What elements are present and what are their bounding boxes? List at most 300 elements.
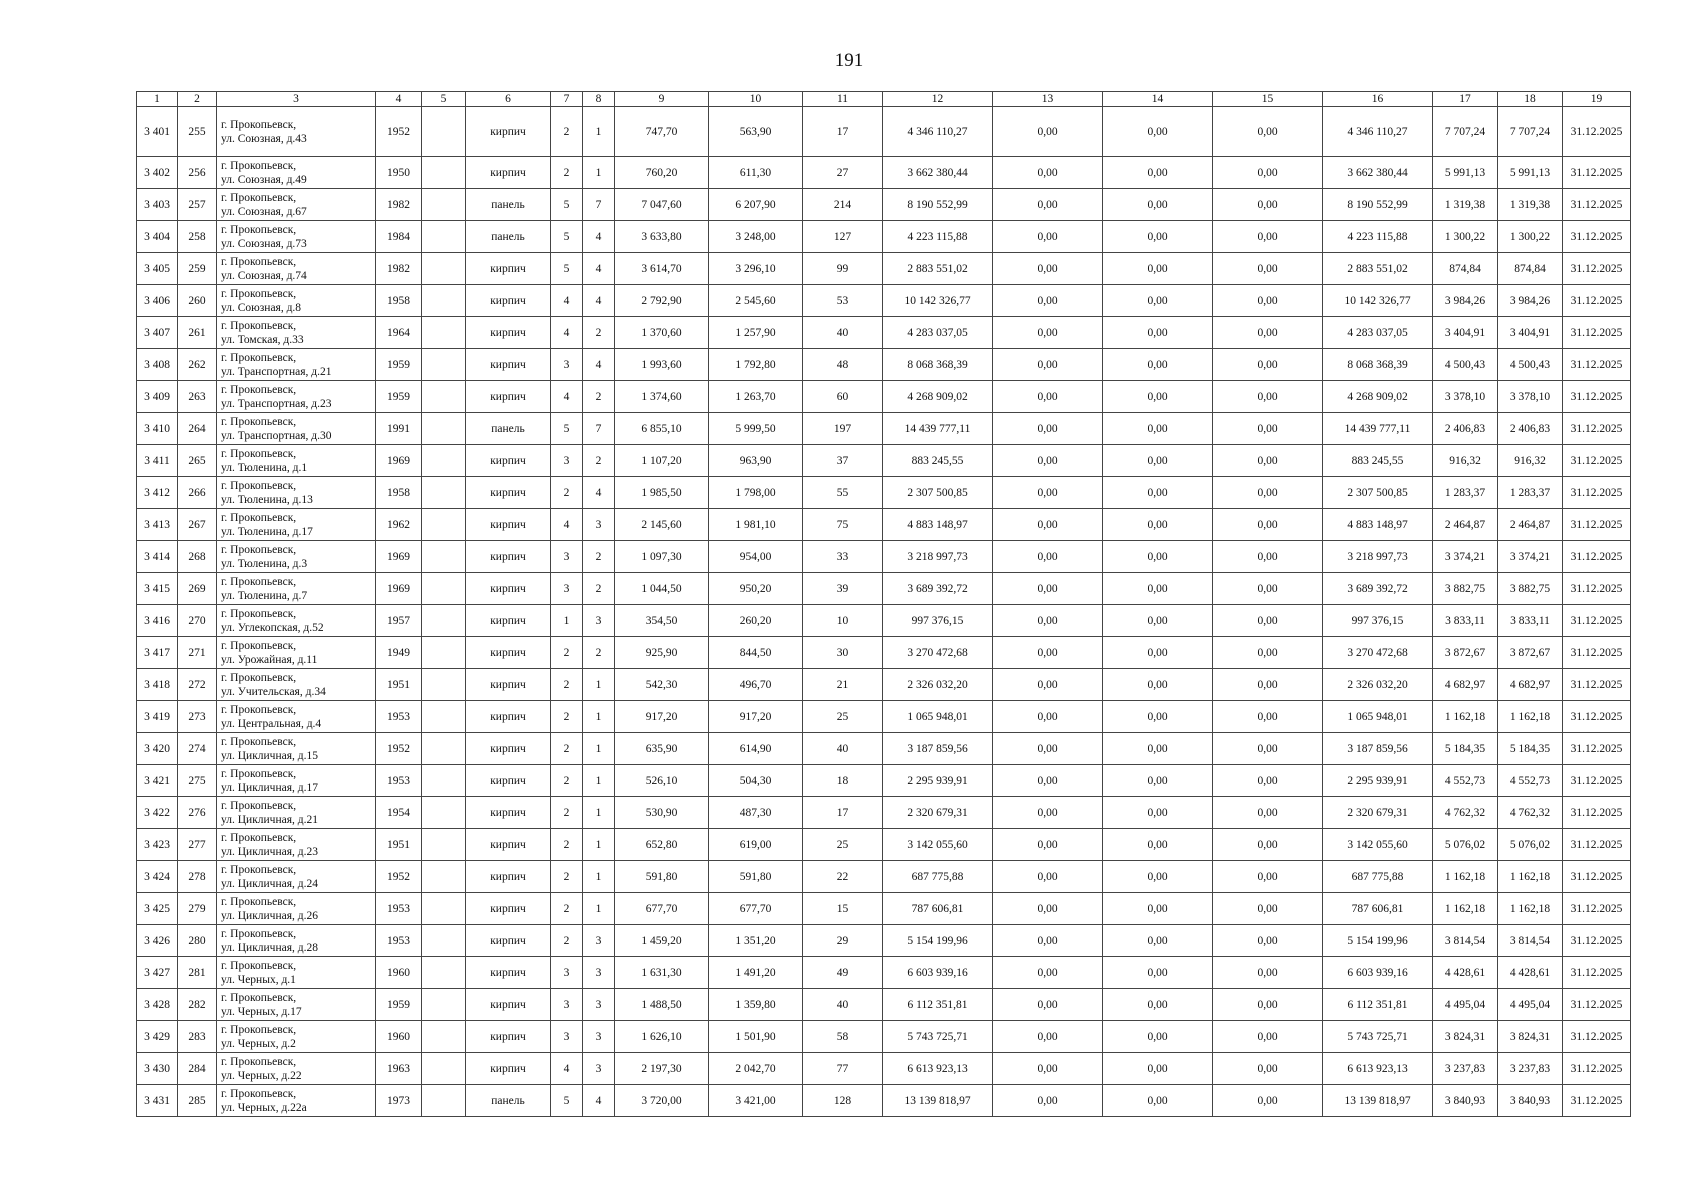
total-cost-cell: 2 295 939,91 bbox=[883, 765, 993, 797]
table-row bbox=[137, 637, 1631, 669]
year-built-cell: 1964 bbox=[376, 317, 422, 349]
residents-cell: 48 bbox=[803, 349, 883, 381]
floors-cell: 5 bbox=[551, 413, 583, 445]
record-number-cell: 3 426 bbox=[137, 925, 178, 957]
cost-col-14-cell: 0,00 bbox=[1103, 1053, 1213, 1085]
record-number-cell: 3 410 bbox=[137, 413, 178, 445]
cost-col-14-cell: 0,00 bbox=[1103, 861, 1213, 893]
column-header-15: 15 bbox=[1213, 92, 1323, 107]
address-street: ул. Транспортная, д.21 bbox=[221, 365, 332, 378]
cost-col-16-cell: 6 112 351,81 bbox=[1323, 989, 1433, 1021]
address-street: ул. Цикличная, д.28 bbox=[221, 941, 318, 954]
item-number-cell: 263 bbox=[178, 381, 217, 413]
address-city: г. Прокопьевск, bbox=[221, 255, 297, 268]
year-built-cell: 1959 bbox=[376, 989, 422, 1021]
record-number-cell: 3 403 bbox=[137, 189, 178, 221]
address-cell bbox=[217, 253, 376, 285]
entrances-cell: 3 bbox=[583, 957, 615, 989]
entrances-cell: 4 bbox=[583, 285, 615, 317]
living-area-cell: 917,20 bbox=[709, 701, 803, 733]
item-number-cell: 279 bbox=[178, 893, 217, 925]
address-cell bbox=[217, 989, 376, 1021]
table-row bbox=[137, 349, 1631, 381]
column-5-cell bbox=[422, 701, 466, 733]
table-row bbox=[137, 189, 1631, 221]
total-cost-cell: 2 307 500,85 bbox=[883, 477, 993, 509]
cost-per-sqm-cell: 916,32 bbox=[1433, 445, 1498, 477]
address-street: ул. Тюленина, д.1 bbox=[221, 461, 308, 474]
cost-col-15-cell: 0,00 bbox=[1213, 285, 1323, 317]
wall-material-cell: кирпич bbox=[466, 829, 551, 861]
column-header-13: 13 bbox=[993, 92, 1103, 107]
entrances-cell: 1 bbox=[583, 157, 615, 189]
address-street: ул. Союзная, д.49 bbox=[221, 173, 307, 186]
table-row bbox=[137, 893, 1631, 925]
entrances-cell: 2 bbox=[583, 637, 615, 669]
cost-per-sqm-cell: 1 300,22 bbox=[1433, 221, 1498, 253]
address-city: г. Прокопьевск, bbox=[221, 895, 297, 908]
cost-col-14-cell: 0,00 bbox=[1103, 573, 1213, 605]
address-city: г. Прокопьевск, bbox=[221, 831, 297, 844]
cost-col-15-cell: 0,00 bbox=[1213, 733, 1323, 765]
record-number-cell: 3 420 bbox=[137, 733, 178, 765]
cost-per-sqm-cell: 4 495,04 bbox=[1433, 989, 1498, 1021]
floors-cell: 2 bbox=[551, 765, 583, 797]
column-header-16: 16 bbox=[1323, 92, 1433, 107]
record-number-cell: 3 427 bbox=[137, 957, 178, 989]
address-city: г. Прокопьевск, bbox=[221, 1055, 297, 1068]
deadline-cell: 31.12.2025 bbox=[1563, 957, 1631, 989]
column-5-cell bbox=[422, 445, 466, 477]
deadline-cell: 31.12.2025 bbox=[1563, 861, 1631, 893]
total-area-cell: 1 626,10 bbox=[615, 1021, 709, 1053]
wall-material-cell: кирпич bbox=[466, 253, 551, 285]
entrances-cell: 1 bbox=[583, 701, 615, 733]
column-header-12: 12 bbox=[883, 92, 993, 107]
entrances-cell: 1 bbox=[583, 733, 615, 765]
entrances-cell: 1 bbox=[583, 893, 615, 925]
address-city: г. Прокопьевск, bbox=[221, 607, 297, 620]
cost-col-15-cell: 0,00 bbox=[1213, 637, 1323, 669]
entrances-cell: 4 bbox=[583, 253, 615, 285]
column-5-cell bbox=[422, 107, 466, 157]
total-area-cell: 3 633,80 bbox=[615, 221, 709, 253]
deadline-cell: 31.12.2025 bbox=[1563, 381, 1631, 413]
living-area-cell: 1 257,90 bbox=[709, 317, 803, 349]
cost-per-sqm-cell: 3 872,67 bbox=[1433, 637, 1498, 669]
deadline-cell: 31.12.2025 bbox=[1563, 189, 1631, 221]
living-area-cell: 2 545,60 bbox=[709, 285, 803, 317]
cost-per-sqm-cell: 5 991,13 bbox=[1433, 157, 1498, 189]
address-city: г. Прокопьевск, bbox=[221, 191, 297, 204]
year-built-cell: 1969 bbox=[376, 541, 422, 573]
address-street: ул. Урожайная, д.11 bbox=[221, 653, 318, 666]
cost-col-16-cell: 8 190 552,99 bbox=[1323, 189, 1433, 221]
year-built-cell: 1952 bbox=[376, 861, 422, 893]
max-cost-per-sqm-cell: 3 237,83 bbox=[1498, 1053, 1563, 1085]
cost-per-sqm-cell: 5 076,02 bbox=[1433, 829, 1498, 861]
column-5-cell bbox=[422, 477, 466, 509]
cost-col-15-cell: 0,00 bbox=[1213, 765, 1323, 797]
cost-col-13-cell: 0,00 bbox=[993, 349, 1103, 381]
year-built-cell: 1953 bbox=[376, 893, 422, 925]
living-area-cell: 963,90 bbox=[709, 445, 803, 477]
table-row bbox=[137, 925, 1631, 957]
total-cost-cell: 2 326 032,20 bbox=[883, 669, 993, 701]
table-row bbox=[137, 605, 1631, 637]
cost-col-14-cell: 0,00 bbox=[1103, 605, 1213, 637]
cost-col-14-cell: 0,00 bbox=[1103, 765, 1213, 797]
living-area-cell: 591,80 bbox=[709, 861, 803, 893]
cost-col-16-cell: 3 689 392,72 bbox=[1323, 573, 1433, 605]
address-street: ул. Союзная, д.67 bbox=[221, 205, 307, 218]
wall-material-cell: кирпич bbox=[466, 157, 551, 189]
item-number-cell: 280 bbox=[178, 925, 217, 957]
table-row bbox=[137, 1021, 1631, 1053]
column-header-10: 10 bbox=[709, 92, 803, 107]
cost-col-14-cell: 0,00 bbox=[1103, 189, 1213, 221]
floors-cell: 4 bbox=[551, 509, 583, 541]
wall-material-cell: кирпич bbox=[466, 1053, 551, 1085]
cost-per-sqm-cell: 4 682,97 bbox=[1433, 669, 1498, 701]
deadline-cell: 31.12.2025 bbox=[1563, 733, 1631, 765]
wall-material-cell: кирпич bbox=[466, 573, 551, 605]
max-cost-per-sqm-cell: 4 495,04 bbox=[1498, 989, 1563, 1021]
cost-col-15-cell: 0,00 bbox=[1213, 861, 1323, 893]
table-row bbox=[137, 861, 1631, 893]
cost-per-sqm-cell: 4 552,73 bbox=[1433, 765, 1498, 797]
cost-per-sqm-cell: 3 984,26 bbox=[1433, 285, 1498, 317]
address-city: г. Прокопьевск, bbox=[221, 511, 297, 524]
item-number-cell: 274 bbox=[178, 733, 217, 765]
cost-col-16-cell: 2 326 032,20 bbox=[1323, 669, 1433, 701]
table-row bbox=[137, 381, 1631, 413]
cost-col-15-cell: 0,00 bbox=[1213, 957, 1323, 989]
record-number-cell: 3 415 bbox=[137, 573, 178, 605]
deadline-cell: 31.12.2025 bbox=[1563, 765, 1631, 797]
total-area-cell: 2 197,30 bbox=[615, 1053, 709, 1085]
cost-col-14-cell: 0,00 bbox=[1103, 637, 1213, 669]
address-cell bbox=[217, 107, 376, 157]
address-street: ул. Цикличная, д.21 bbox=[221, 813, 318, 826]
address-cell bbox=[217, 765, 376, 797]
entrances-cell: 3 bbox=[583, 925, 615, 957]
column-5-cell bbox=[422, 637, 466, 669]
floors-cell: 5 bbox=[551, 221, 583, 253]
table-row bbox=[137, 317, 1631, 349]
living-area-cell: 487,30 bbox=[709, 797, 803, 829]
address-city: г. Прокопьевск, bbox=[221, 863, 297, 876]
total-area-cell: 7 047,60 bbox=[615, 189, 709, 221]
residents-cell: 49 bbox=[803, 957, 883, 989]
cost-col-16-cell: 5 154 199,96 bbox=[1323, 925, 1433, 957]
address-city: г. Прокопьевск, bbox=[221, 319, 297, 332]
year-built-cell: 1960 bbox=[376, 1021, 422, 1053]
floors-cell: 3 bbox=[551, 1021, 583, 1053]
max-cost-per-sqm-cell: 3 378,10 bbox=[1498, 381, 1563, 413]
table-row bbox=[137, 957, 1631, 989]
column-5-cell bbox=[422, 669, 466, 701]
address-cell bbox=[217, 733, 376, 765]
address-street: ул. Углекопская, д.52 bbox=[221, 621, 324, 634]
table-row bbox=[137, 107, 1631, 157]
address-cell bbox=[217, 637, 376, 669]
cost-per-sqm-cell: 5 184,35 bbox=[1433, 733, 1498, 765]
cost-col-14-cell: 0,00 bbox=[1103, 829, 1213, 861]
cost-col-14-cell: 0,00 bbox=[1103, 701, 1213, 733]
year-built-cell: 1953 bbox=[376, 925, 422, 957]
column-header-7: 7 bbox=[551, 92, 583, 107]
total-cost-cell: 4 223 115,88 bbox=[883, 221, 993, 253]
address-street: ул. Транспортная, д.23 bbox=[221, 397, 332, 410]
page-number: 191 bbox=[834, 50, 864, 71]
max-cost-per-sqm-cell: 2 464,87 bbox=[1498, 509, 1563, 541]
cost-col-16-cell: 3 187 859,56 bbox=[1323, 733, 1433, 765]
address-cell bbox=[217, 573, 376, 605]
year-built-cell: 1949 bbox=[376, 637, 422, 669]
residents-cell: 29 bbox=[803, 925, 883, 957]
cost-col-15-cell: 0,00 bbox=[1213, 445, 1323, 477]
residents-cell: 40 bbox=[803, 989, 883, 1021]
column-5-cell bbox=[422, 957, 466, 989]
residents-cell: 17 bbox=[803, 797, 883, 829]
address-cell bbox=[217, 381, 376, 413]
total-cost-cell: 3 689 392,72 bbox=[883, 573, 993, 605]
max-cost-per-sqm-cell: 4 500,43 bbox=[1498, 349, 1563, 381]
record-number-cell: 3 418 bbox=[137, 669, 178, 701]
cost-col-16-cell: 8 068 368,39 bbox=[1323, 349, 1433, 381]
cost-col-13-cell: 0,00 bbox=[993, 253, 1103, 285]
entrances-cell: 4 bbox=[583, 477, 615, 509]
item-number-cell: 256 bbox=[178, 157, 217, 189]
entrances-cell: 2 bbox=[583, 445, 615, 477]
floors-cell: 2 bbox=[551, 477, 583, 509]
cost-col-15-cell: 0,00 bbox=[1213, 349, 1323, 381]
deadline-cell: 31.12.2025 bbox=[1563, 285, 1631, 317]
address-street: ул. Тюленина, д.13 bbox=[221, 493, 313, 506]
cost-col-15-cell: 0,00 bbox=[1213, 925, 1323, 957]
item-number-cell: 281 bbox=[178, 957, 217, 989]
cost-col-14-cell: 0,00 bbox=[1103, 893, 1213, 925]
deadline-cell: 31.12.2025 bbox=[1563, 477, 1631, 509]
year-built-cell: 1982 bbox=[376, 253, 422, 285]
cost-col-16-cell: 4 883 148,97 bbox=[1323, 509, 1433, 541]
max-cost-per-sqm-cell: 5 184,35 bbox=[1498, 733, 1563, 765]
address-cell bbox=[217, 477, 376, 509]
column-5-cell bbox=[422, 1021, 466, 1053]
living-area-cell: 1 792,80 bbox=[709, 349, 803, 381]
cost-col-13-cell: 0,00 bbox=[993, 765, 1103, 797]
address-street: ул. Тюленина, д.17 bbox=[221, 525, 313, 538]
total-cost-cell: 4 283 037,05 bbox=[883, 317, 993, 349]
item-number-cell: 267 bbox=[178, 509, 217, 541]
address-cell bbox=[217, 1085, 376, 1117]
entrances-cell: 3 bbox=[583, 989, 615, 1021]
address-cell bbox=[217, 541, 376, 573]
item-number-cell: 265 bbox=[178, 445, 217, 477]
cost-col-13-cell: 0,00 bbox=[993, 733, 1103, 765]
cost-col-13-cell: 0,00 bbox=[993, 989, 1103, 1021]
residents-cell: 214 bbox=[803, 189, 883, 221]
floors-cell: 4 bbox=[551, 285, 583, 317]
residents-cell: 21 bbox=[803, 669, 883, 701]
cost-col-14-cell: 0,00 bbox=[1103, 733, 1213, 765]
cost-col-15-cell: 0,00 bbox=[1213, 221, 1323, 253]
column-number-header bbox=[137, 92, 1631, 107]
column-header-1: 1 bbox=[137, 92, 178, 107]
total-area-cell: 1 488,50 bbox=[615, 989, 709, 1021]
max-cost-per-sqm-cell: 2 406,83 bbox=[1498, 413, 1563, 445]
living-area-cell: 3 248,00 bbox=[709, 221, 803, 253]
entrances-cell: 1 bbox=[583, 861, 615, 893]
cost-col-16-cell: 4 283 037,05 bbox=[1323, 317, 1433, 349]
table-row bbox=[137, 733, 1631, 765]
total-cost-cell: 3 218 997,73 bbox=[883, 541, 993, 573]
floors-cell: 3 bbox=[551, 541, 583, 573]
address-city: г. Прокопьевск, bbox=[221, 415, 297, 428]
record-number-cell: 3 411 bbox=[137, 445, 178, 477]
item-number-cell: 285 bbox=[178, 1085, 217, 1117]
total-area-cell: 1 631,30 bbox=[615, 957, 709, 989]
wall-material-cell: кирпич bbox=[466, 637, 551, 669]
column-5-cell bbox=[422, 893, 466, 925]
column-5-cell bbox=[422, 413, 466, 445]
living-area-cell: 1 491,20 bbox=[709, 957, 803, 989]
address-cell bbox=[217, 861, 376, 893]
wall-material-cell: кирпич bbox=[466, 381, 551, 413]
record-number-cell: 3 407 bbox=[137, 317, 178, 349]
column-5-cell bbox=[422, 541, 466, 573]
record-number-cell: 3 430 bbox=[137, 1053, 178, 1085]
cost-col-13-cell: 0,00 bbox=[993, 477, 1103, 509]
year-built-cell: 1963 bbox=[376, 1053, 422, 1085]
column-header-18: 18 bbox=[1498, 92, 1563, 107]
cost-col-13-cell: 0,00 bbox=[993, 861, 1103, 893]
address-street: ул. Цикличная, д.26 bbox=[221, 909, 318, 922]
floors-cell: 3 bbox=[551, 573, 583, 605]
cost-col-16-cell: 3 218 997,73 bbox=[1323, 541, 1433, 573]
record-number-cell: 3 423 bbox=[137, 829, 178, 861]
deadline-cell: 31.12.2025 bbox=[1563, 221, 1631, 253]
residents-cell: 30 bbox=[803, 637, 883, 669]
item-number-cell: 259 bbox=[178, 253, 217, 285]
address-cell bbox=[217, 317, 376, 349]
item-number-cell: 264 bbox=[178, 413, 217, 445]
year-built-cell: 1991 bbox=[376, 413, 422, 445]
item-number-cell: 258 bbox=[178, 221, 217, 253]
cost-per-sqm-cell: 3 814,54 bbox=[1433, 925, 1498, 957]
year-built-cell: 1957 bbox=[376, 605, 422, 637]
max-cost-per-sqm-cell: 1 162,18 bbox=[1498, 701, 1563, 733]
residents-cell: 22 bbox=[803, 861, 883, 893]
cost-col-14-cell: 0,00 bbox=[1103, 413, 1213, 445]
entrances-cell: 4 bbox=[583, 349, 615, 381]
column-header-2: 2 bbox=[178, 92, 217, 107]
table-row bbox=[137, 797, 1631, 829]
total-cost-cell: 3 662 380,44 bbox=[883, 157, 993, 189]
cost-col-13-cell: 0,00 bbox=[993, 1053, 1103, 1085]
deadline-cell: 31.12.2025 bbox=[1563, 637, 1631, 669]
living-area-cell: 954,00 bbox=[709, 541, 803, 573]
wall-material-cell: панель bbox=[466, 1085, 551, 1117]
year-built-cell: 1969 bbox=[376, 573, 422, 605]
total-cost-cell: 687 775,88 bbox=[883, 861, 993, 893]
residents-cell: 27 bbox=[803, 157, 883, 189]
address-cell bbox=[217, 925, 376, 957]
cost-col-13-cell: 0,00 bbox=[993, 573, 1103, 605]
column-header-8: 8 bbox=[583, 92, 615, 107]
entrances-cell: 4 bbox=[583, 1085, 615, 1117]
cost-per-sqm-cell: 1 283,37 bbox=[1433, 477, 1498, 509]
cost-col-15-cell: 0,00 bbox=[1213, 189, 1323, 221]
cost-per-sqm-cell: 3 237,83 bbox=[1433, 1053, 1498, 1085]
year-built-cell: 1954 bbox=[376, 797, 422, 829]
record-number-cell: 3 401 bbox=[137, 107, 178, 157]
residents-cell: 10 bbox=[803, 605, 883, 637]
cost-col-16-cell: 13 139 818,97 bbox=[1323, 1085, 1433, 1117]
record-number-cell: 3 431 bbox=[137, 1085, 178, 1117]
table-row bbox=[137, 1085, 1631, 1117]
total-cost-cell: 1 065 948,01 bbox=[883, 701, 993, 733]
total-area-cell: 677,70 bbox=[615, 893, 709, 925]
floors-cell: 3 bbox=[551, 957, 583, 989]
column-5-cell bbox=[422, 797, 466, 829]
total-area-cell: 2 145,60 bbox=[615, 509, 709, 541]
item-number-cell: 276 bbox=[178, 797, 217, 829]
cost-col-15-cell: 0,00 bbox=[1213, 253, 1323, 285]
address-city: г. Прокопьевск, bbox=[221, 118, 297, 131]
deadline-cell: 31.12.2025 bbox=[1563, 573, 1631, 605]
total-area-cell: 917,20 bbox=[615, 701, 709, 733]
max-cost-per-sqm-cell: 3 404,91 bbox=[1498, 317, 1563, 349]
total-area-cell: 1 459,20 bbox=[615, 925, 709, 957]
deadline-cell: 31.12.2025 bbox=[1563, 541, 1631, 573]
living-area-cell: 1 263,70 bbox=[709, 381, 803, 413]
living-area-cell: 5 999,50 bbox=[709, 413, 803, 445]
total-area-cell: 1 107,20 bbox=[615, 445, 709, 477]
wall-material-cell: кирпич bbox=[466, 669, 551, 701]
wall-material-cell: панель bbox=[466, 221, 551, 253]
wall-material-cell: кирпич bbox=[466, 477, 551, 509]
address-city: г. Прокопьевск, bbox=[221, 767, 297, 780]
entrances-cell: 3 bbox=[583, 1021, 615, 1053]
year-built-cell: 1969 bbox=[376, 445, 422, 477]
table-row bbox=[137, 765, 1631, 797]
entrances-cell: 3 bbox=[583, 1053, 615, 1085]
cost-col-16-cell: 1 065 948,01 bbox=[1323, 701, 1433, 733]
cost-per-sqm-cell: 4 428,61 bbox=[1433, 957, 1498, 989]
deadline-cell: 31.12.2025 bbox=[1563, 107, 1631, 157]
total-area-cell: 1 374,60 bbox=[615, 381, 709, 413]
cost-col-14-cell: 0,00 bbox=[1103, 157, 1213, 189]
living-area-cell: 504,30 bbox=[709, 765, 803, 797]
item-number-cell: 277 bbox=[178, 829, 217, 861]
wall-material-cell: кирпич bbox=[466, 765, 551, 797]
deadline-cell: 31.12.2025 bbox=[1563, 509, 1631, 541]
cost-col-15-cell: 0,00 bbox=[1213, 605, 1323, 637]
address-cell bbox=[217, 669, 376, 701]
address-street: ул. Цикличная, д.23 bbox=[221, 845, 318, 858]
cost-col-16-cell: 687 775,88 bbox=[1323, 861, 1433, 893]
column-5-cell bbox=[422, 253, 466, 285]
address-street: ул. Черных, д.1 bbox=[221, 973, 296, 986]
floors-cell: 3 bbox=[551, 989, 583, 1021]
address-cell bbox=[217, 285, 376, 317]
table-row bbox=[137, 701, 1631, 733]
cost-col-13-cell: 0,00 bbox=[993, 317, 1103, 349]
max-cost-per-sqm-cell: 5 076,02 bbox=[1498, 829, 1563, 861]
cost-col-15-cell: 0,00 bbox=[1213, 157, 1323, 189]
